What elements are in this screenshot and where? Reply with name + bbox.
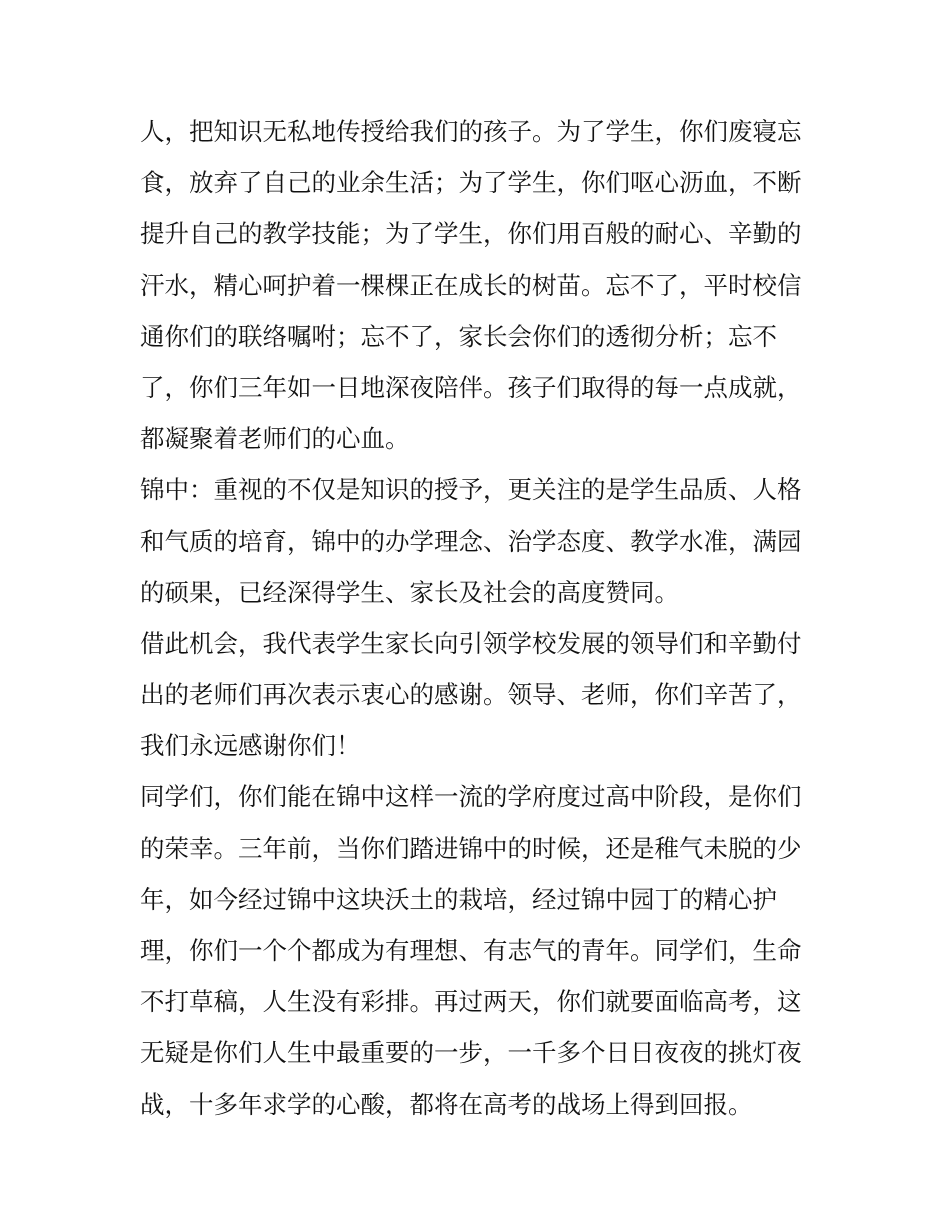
text-line-7: 都凝聚着老师们的心血。 <box>140 424 410 454</box>
text-line-3: 提升自己的教学技能；为了学生，你们用百般的耐心、辛勤的 <box>140 219 802 249</box>
text-line-1: 人，把知识无私地传授给我们的孩子。为了学生，你们废寝忘 <box>140 117 802 146</box>
text-line-5: 通你们的联络嘱咐；忘不了，家长会你们的透彻分析；忘不 <box>140 321 777 351</box>
text-line-13: 我们永远感谢你们！ <box>140 731 361 761</box>
text-line-15: 的荣幸。三年前，当你们踏进锦中的时候，还是稚气未脱的少 <box>140 833 802 863</box>
text-line-17: 理，你们一个个都成为有理想、有志气的青年。同学们，生命 <box>140 936 802 965</box>
text-line-14: 同学们，你们能在锦中这样一流的学府度过高中阶段，是你们 <box>140 782 802 812</box>
text-line-20: 战，十多年求学的心酸，都将在高考的战场上得到回报。 <box>140 1089 753 1119</box>
text-line-8: 锦中：重视的不仅是知识的授予，更关注的是学生品质、人格 <box>140 475 802 505</box>
text-line-9: 和气质的培育，锦中的办学理念、治学态度、教学水准，满园 <box>140 526 802 556</box>
text-line-6: 了，你们三年如一日地深夜陪伴。孩子们取得的每一点成就， <box>140 372 802 402</box>
text-line-2: 食，放弃了自己的业余生活；为了学生，你们呕心沥血，不断 <box>140 168 802 198</box>
text-line-19: 无疑是你们人生中最重要的一步，一千多个日日夜夜的挑灯夜 <box>140 1038 802 1068</box>
text-line-10: 的硕果，已经深得学生、家长及社会的高度赞同。 <box>140 577 679 607</box>
text-line-4: 汗水，精心呵护着一棵棵正在成长的树苗。忘不了，平时校信 <box>140 270 802 300</box>
text-line-12: 出的老师们再次表示衷心的感谢。领导、老师，你们辛苦了， <box>140 680 802 710</box>
text-line-16: 年，如今经过锦中这块沃土的栽培，经过锦中园丁的精心护 <box>140 884 777 914</box>
document-body <box>140 106 820 1130</box>
text-line-18: 不打草稿，人生没有彩排。再过两天，你们就要面临高考，这 <box>140 987 802 1017</box>
text-line-11: 借此机会，我代表学生家长向引领学校发展的领导们和辛勤付 <box>140 628 802 658</box>
